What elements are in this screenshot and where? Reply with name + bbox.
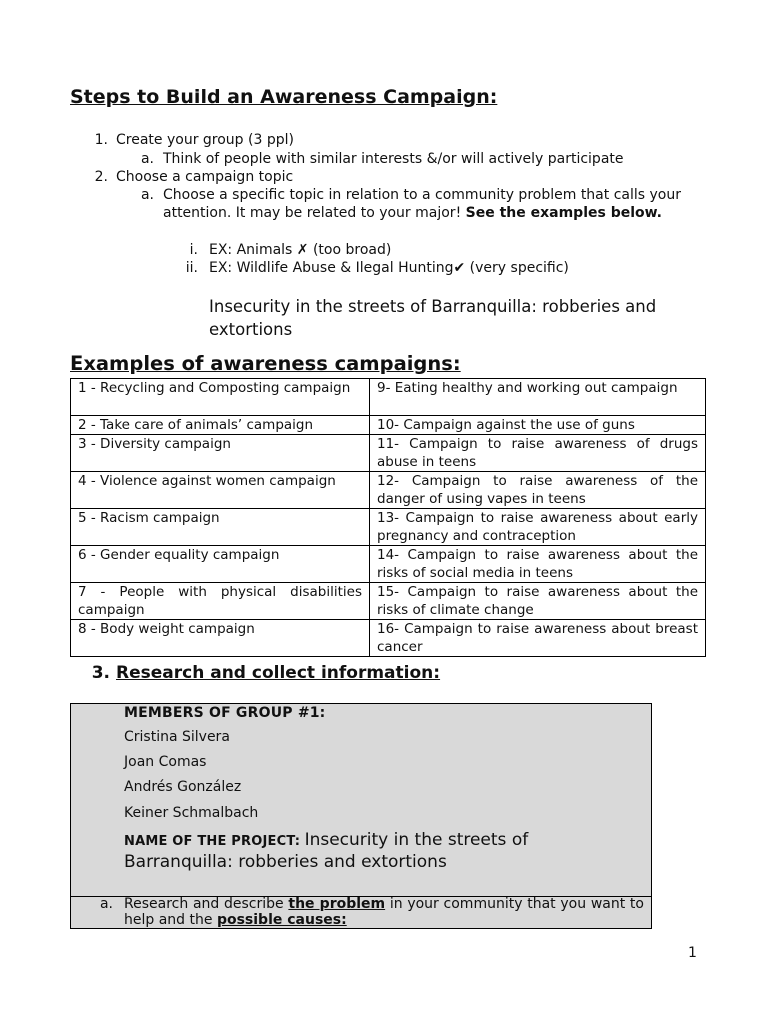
step-2aii-text: EX: Wildlife Abuse & Ilegal Hunting✔ (very specific) [209, 260, 569, 276]
page-number: 1 [688, 945, 697, 961]
members-title: MEMBERS OF GROUP #1: [124, 705, 326, 721]
member-name: Keiner Schmalbach [124, 805, 259, 821]
research-instruction [124, 896, 644, 928]
step-2a-body: Choose a specific topic in relation to a community problem that calls your attention. It may be related to your major! [163, 187, 681, 221]
research-text: Research and describe [124, 896, 289, 912]
table-cell: 12- Campaign to raise awareness of the danger of using vapes in teens [370, 472, 706, 509]
step-2ai-text: EX: Animals ✗ (too broad) [209, 242, 392, 258]
step-2aii-number: ii. [185, 260, 198, 276]
table-row [71, 620, 706, 657]
project-label: NAME OF THE PROJECT: [124, 834, 301, 849]
chosen-topic: Insecurity in the streets of Barranquilla: robberies and extortions [209, 297, 657, 339]
table-cell: 14- Campaign to raise awareness about the risks of social media in teens [370, 546, 706, 583]
step-2ai-number: i. [189, 242, 198, 258]
table-row [71, 472, 706, 509]
table-row [71, 509, 706, 546]
table-row [71, 583, 706, 620]
table-cell: 15- Campaign to raise awareness about the risks of climate change [370, 583, 706, 620]
step-3-number: 3. [91, 663, 110, 683]
step-2a-text [163, 186, 703, 222]
research-text: in your community that you want to help and the [124, 896, 644, 928]
examples-heading: Examples of awareness campaigns: [70, 352, 461, 375]
research-the-problem: the problem [288, 896, 386, 912]
table-cell: 16- Campaign to raise awareness about breast cancer [370, 620, 706, 657]
table-row [71, 435, 706, 472]
table-cell: 2 - Take care of animals’ campaign [71, 416, 370, 435]
step-2-number: 2. [94, 169, 108, 185]
group-info-box [70, 703, 652, 929]
step-2a-bold-note: See the examples below. [465, 205, 662, 221]
table-cell: 9- Eating healthy and working out campaign [370, 379, 706, 416]
member-name: Cristina Silvera [124, 729, 230, 745]
table-cell: 6 - Gender equality campaign [71, 546, 370, 583]
table-row [71, 416, 706, 435]
project-name: Insecurity in the streets of Barranquilla: robberies and extortions [124, 830, 529, 872]
step-2a-number: a. [140, 187, 154, 203]
table-row [71, 379, 706, 416]
member-name: Andrés González [124, 779, 242, 795]
step-1a-number: a. [140, 151, 154, 167]
table-cell: 11- Campaign to raise awareness of drugs abuse in teens [370, 435, 706, 472]
table-cell: 10- Campaign against the use of guns [370, 416, 706, 435]
table-cell: 1 - Recycling and Composting campaign [71, 379, 370, 416]
research-possible-causes: possible causes: [216, 912, 347, 928]
step-1a-text: Think of people with similar interests &/or will actively participate [163, 151, 624, 167]
table-cell: 8 - Body weight campaign [71, 620, 370, 657]
examples-table [70, 378, 706, 657]
table-cell: 13- Campaign to raise awareness about early pregnancy and contraception [370, 509, 706, 546]
research-item-number: a. [99, 896, 113, 912]
table-row [71, 546, 706, 583]
page-title: Steps to Build an Awareness Campaign: [70, 86, 498, 108]
table-cell: 4 - Violence against women campaign [71, 472, 370, 509]
table-cell: 3 - Diversity campaign [71, 435, 370, 472]
step-1-number: 1. [94, 132, 108, 148]
table-cell: 5 - Racism campaign [71, 509, 370, 546]
step-2-text: Choose a campaign topic [116, 169, 294, 185]
project-name-block [124, 830, 594, 874]
step-1-text: Create your group (3 ppl) [116, 132, 294, 148]
table-cell: 7 - People with physical disabilities campaign [71, 583, 370, 620]
member-name: Joan Comas [124, 754, 207, 770]
step-3-heading: Research and collect information: [116, 663, 441, 683]
